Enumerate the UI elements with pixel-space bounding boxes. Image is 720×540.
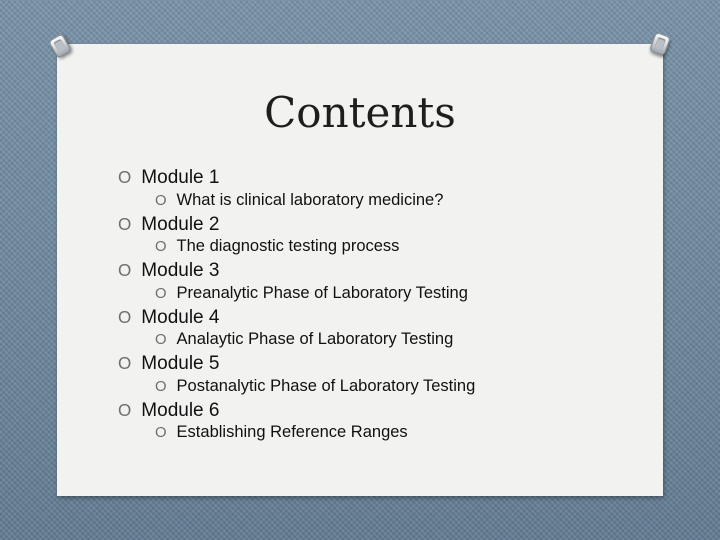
module-label: Module 1 [141, 167, 220, 188]
module-label: Module 2 [141, 213, 220, 235]
module-item [118, 214, 678, 238]
module-detail: Analaytic Phase of Laboratory Testing [176, 330, 454, 348]
module-detail-item [118, 191, 678, 214]
module-detail: Postanalytic Phase of Laboratory Testing [176, 376, 476, 395]
bullet-o-icon: O [118, 168, 132, 187]
module-detail: Establishing Reference Ranges [176, 423, 408, 441]
bullet-o-icon: O [155, 378, 167, 395]
module-item [118, 307, 678, 331]
bullet-o-icon: O [118, 400, 132, 420]
module-item [118, 400, 678, 424]
module-detail-item [118, 330, 678, 353]
module-detail: Preanalytic Phase of Laboratory Testing [176, 283, 468, 302]
module-detail: The diagnostic testing process [176, 237, 400, 255]
bullet-o-icon: O [118, 354, 132, 373]
module-detail-item [118, 377, 678, 400]
module-label: Module 3 [141, 260, 220, 281]
bullet-o-icon: O [155, 425, 167, 441]
module-label: Module 4 [141, 306, 220, 328]
module-detail-item [118, 284, 678, 307]
bullet-o-icon: O [118, 261, 132, 280]
slide-title: Contents [264, 88, 456, 137]
module-detail: What is clinical laboratory medicine? [176, 190, 444, 209]
module-detail-item [118, 423, 678, 446]
module-label: Module 6 [141, 399, 220, 421]
module-detail-item [118, 237, 678, 260]
contents-list [118, 167, 678, 446]
bullet-o-icon: O [155, 332, 167, 348]
bullet-o-icon: O [118, 307, 132, 327]
module-item [118, 353, 678, 377]
bullet-o-icon: O [155, 239, 167, 255]
module-item [118, 167, 678, 191]
bullet-o-icon: O [118, 214, 132, 234]
bullet-o-icon: O [155, 285, 167, 302]
module-label: Module 5 [141, 353, 220, 374]
module-item [118, 260, 678, 284]
bullet-o-icon: O [155, 192, 167, 209]
